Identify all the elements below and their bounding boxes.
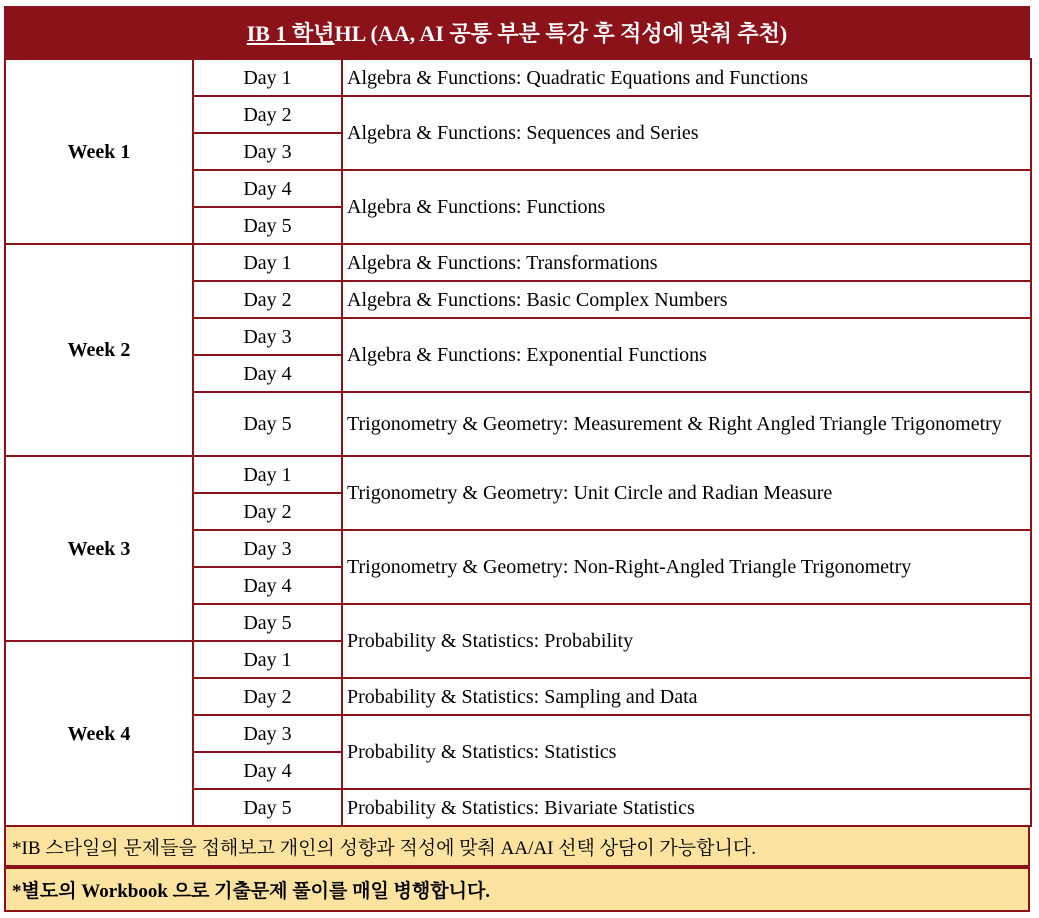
note-workbook: [4, 867, 1030, 912]
table-row: [5, 59, 1031, 96]
day-cell: Day 3: [193, 318, 342, 355]
day-cell: Day 1: [193, 59, 342, 96]
topic-cell: Probability & Statistics: Sampling and Data: [342, 678, 1031, 715]
week-label: Week 1: [5, 59, 193, 244]
topic-cell: Trigonometry & Geometry: Unit Circle and Radian Measure: [342, 456, 1031, 530]
topic-cell: Probability & Statistics: Probability: [342, 604, 1031, 678]
schedule-sheet: [4, 6, 1030, 912]
day-cell: Day 5: [193, 604, 342, 641]
topic-cell: Probability & Statistics: Statistics: [342, 715, 1031, 789]
schedule-table: [4, 58, 1032, 827]
topic-cell: Trigonometry & Geometry: Measurement & Right Angled Triangle Trigonometry: [342, 392, 1031, 456]
title-rest: HL (AA, AI 공통 부분 특강 후 적성에 맞춰 추천): [334, 20, 788, 46]
title-grade: IB 1 학년: [246, 20, 335, 46]
day-cell: Day 4: [193, 752, 342, 789]
topic-cell: Algebra & Functions: Exponential Functions: [342, 318, 1031, 392]
day-cell: Day 5: [193, 789, 342, 826]
day-cell: Day 3: [193, 530, 342, 567]
topic-cell: Probability & Statistics: Bivariate Statistics: [342, 789, 1031, 826]
note-counseling: [4, 825, 1030, 867]
topic-cell: Algebra & Functions: Basic Complex Numbers: [342, 281, 1031, 318]
day-cell: Day 4: [193, 170, 342, 207]
day-cell: Day 3: [193, 715, 342, 752]
note-workbook-text: *별도의 Workbook 으로 기출문제 풀이를 매일 병행합니다.: [12, 881, 491, 902]
day-cell: Day 4: [193, 567, 342, 604]
topic-cell: Algebra & Functions: Sequences and Series: [342, 96, 1031, 170]
day-cell: Day 2: [193, 96, 342, 133]
topic-cell: Trigonometry & Geometry: Non-Right-Angled Triangle Trigonometry: [342, 530, 1031, 604]
day-cell: Day 1: [193, 244, 342, 281]
day-cell: Day 5: [193, 207, 342, 244]
table-row: [5, 244, 1031, 281]
day-cell: Day 4: [193, 355, 342, 392]
topic-cell: Algebra & Functions: Functions: [342, 170, 1031, 244]
note-counseling-text: *IB 스타일의 문제들을 접해보고 개인의 성향과 적성에 맞춰 AA/AI 선택 상담이 가능합니다.: [12, 837, 756, 859]
table-row: [5, 456, 1031, 493]
topic-cell: Algebra & Functions: Transformations: [342, 244, 1031, 281]
day-cell: Day 2: [193, 493, 342, 530]
day-cell: Day 1: [193, 641, 342, 678]
day-cell: Day 5: [193, 392, 342, 456]
week-label: Week 3: [5, 456, 193, 641]
day-cell: Day 2: [193, 678, 342, 715]
topic-cell: Algebra & Functions: Quadratic Equations and Functions: [342, 59, 1031, 96]
week-label: Week 2: [5, 244, 193, 456]
table-title: [4, 6, 1030, 58]
day-cell: Day 1: [193, 456, 342, 493]
day-cell: Day 3: [193, 133, 342, 170]
week-label: Week 4: [5, 641, 193, 826]
day-cell: Day 2: [193, 281, 342, 318]
